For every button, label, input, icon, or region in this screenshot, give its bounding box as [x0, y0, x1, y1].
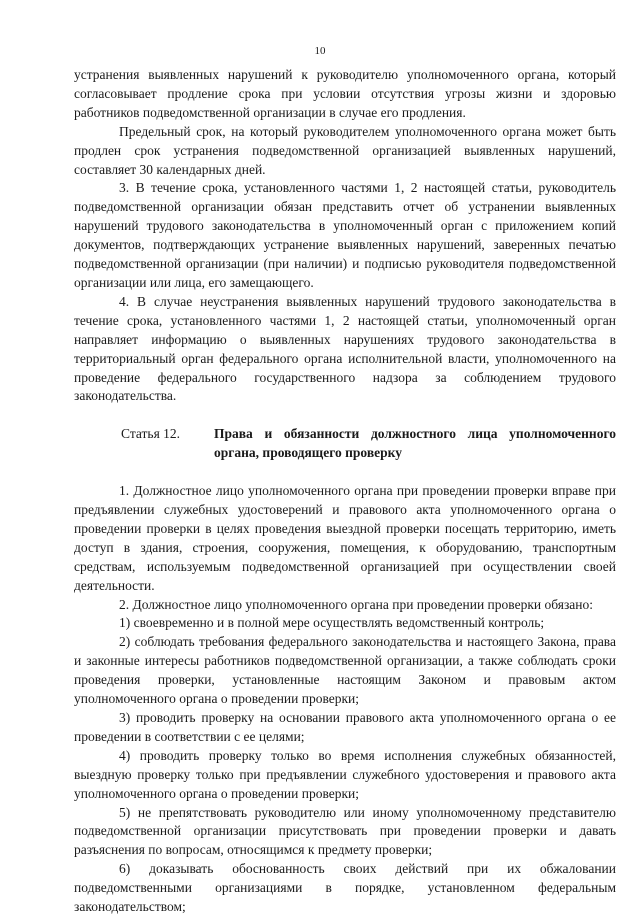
paragraph-4: 4. В случае неустранения выявленных нарушений трудового законодательства в течение срока, установленного частями 1, 2 настоящей статьи, уполномоченный орган направляет информацию о выявленных нарушениях трудового законодательства в территориальный орган федерального органа исполнительной власти, уполномоченного на проведение федерального государственного надзора за соблюдением трудового законодательства.: [74, 293, 616, 404]
article-label: Статья 12.: [121, 426, 181, 442]
paragraph-3: 3. В течение срока, установленного частями 1, 2 настоящей статьи, руководитель подведомственной организации обязан представить отчет об устранении выявленных нарушений трудового законодательства в уполномоченный орган с приложением копий документов, подтверждающих устранение выявленных нарушений, заверенных печатью подведомственной организации (при наличии) и подписью руководителя подведомственной организации или лица, его замещающего.: [74, 180, 616, 290]
article-heading: [74, 425, 616, 463]
article-paragraph-2: 2. Должностное лицо уполномоченного органа при проведении проверки обязано:: [119, 596, 594, 612]
page-number: 10: [314, 45, 326, 57]
list-item-6: 6) доказывать обоснованность своих действий при их обжаловании подведомственными организациями в порядке, установленном федеральным законодательством;: [74, 861, 616, 915]
list-item-4: 4) проводить проверку только во время исполнения служебных обязанностей, выездную проверку только при предъявлении служебного удостоверения и правового акта уполномоченного органа о проведении проверки;: [74, 747, 616, 801]
article-title-line1: Права и обязанности должностного лица уполномоченного: [214, 426, 616, 442]
list-item-1: 1) своевременно и в полной мере осуществлять ведомственный контроль;: [119, 615, 545, 631]
list-item-2: 2) соблюдать требования федерального законодательства и настоящего Закона, права и законные интересы работников подведомственной организации, а также соблюдать сроки проведения проверки, установленные настоящим Законом и правовым актом уполномоченного органа о проведении проверки;: [74, 634, 616, 707]
paragraph-deadline: Предельный срок, на который руководителем уполномоченного органа может быть продлен срок устранения подведомственной организацией выявленных нарушений, составляет 30 календарных дней.: [74, 123, 616, 177]
article-title-line2: органа, проводящего проверку: [214, 445, 402, 461]
document-body: [74, 66, 616, 917]
article-paragraph-1: 1. Должностное лицо уполномоченного органа при проведении проверки вправе при предъявлении служебных удостоверений и правового акта уполномоченного органа о проведении проверки в целях проведения выездной проверки посещать территорию, иметь доступ в здания, строения, сооружения, помещения, к оборудованию, транспортным средствам, используемым подведомственной организацией при осуществлении своей деятельности.: [74, 483, 616, 593]
list-item-3: 3) проводить проверку на основании правового акта уполномоченного органа о ее проведении в соответствии с ее целями;: [74, 710, 616, 744]
paragraph-continuation: устранения выявленных нарушений к руководителю уполномоченного органа, который согласовывает продление срока при условии отсутствия угрозы жизни и здоровью работников подведомственной организации в случае его продления.: [74, 67, 616, 120]
list-item-5: 5) не препятствовать руководителю или иному уполномоченному представителю подведомственной организации присутствовать при проведении проверки и давать разъяснения по вопросам, относящимся к предмету проверки;: [74, 804, 616, 858]
